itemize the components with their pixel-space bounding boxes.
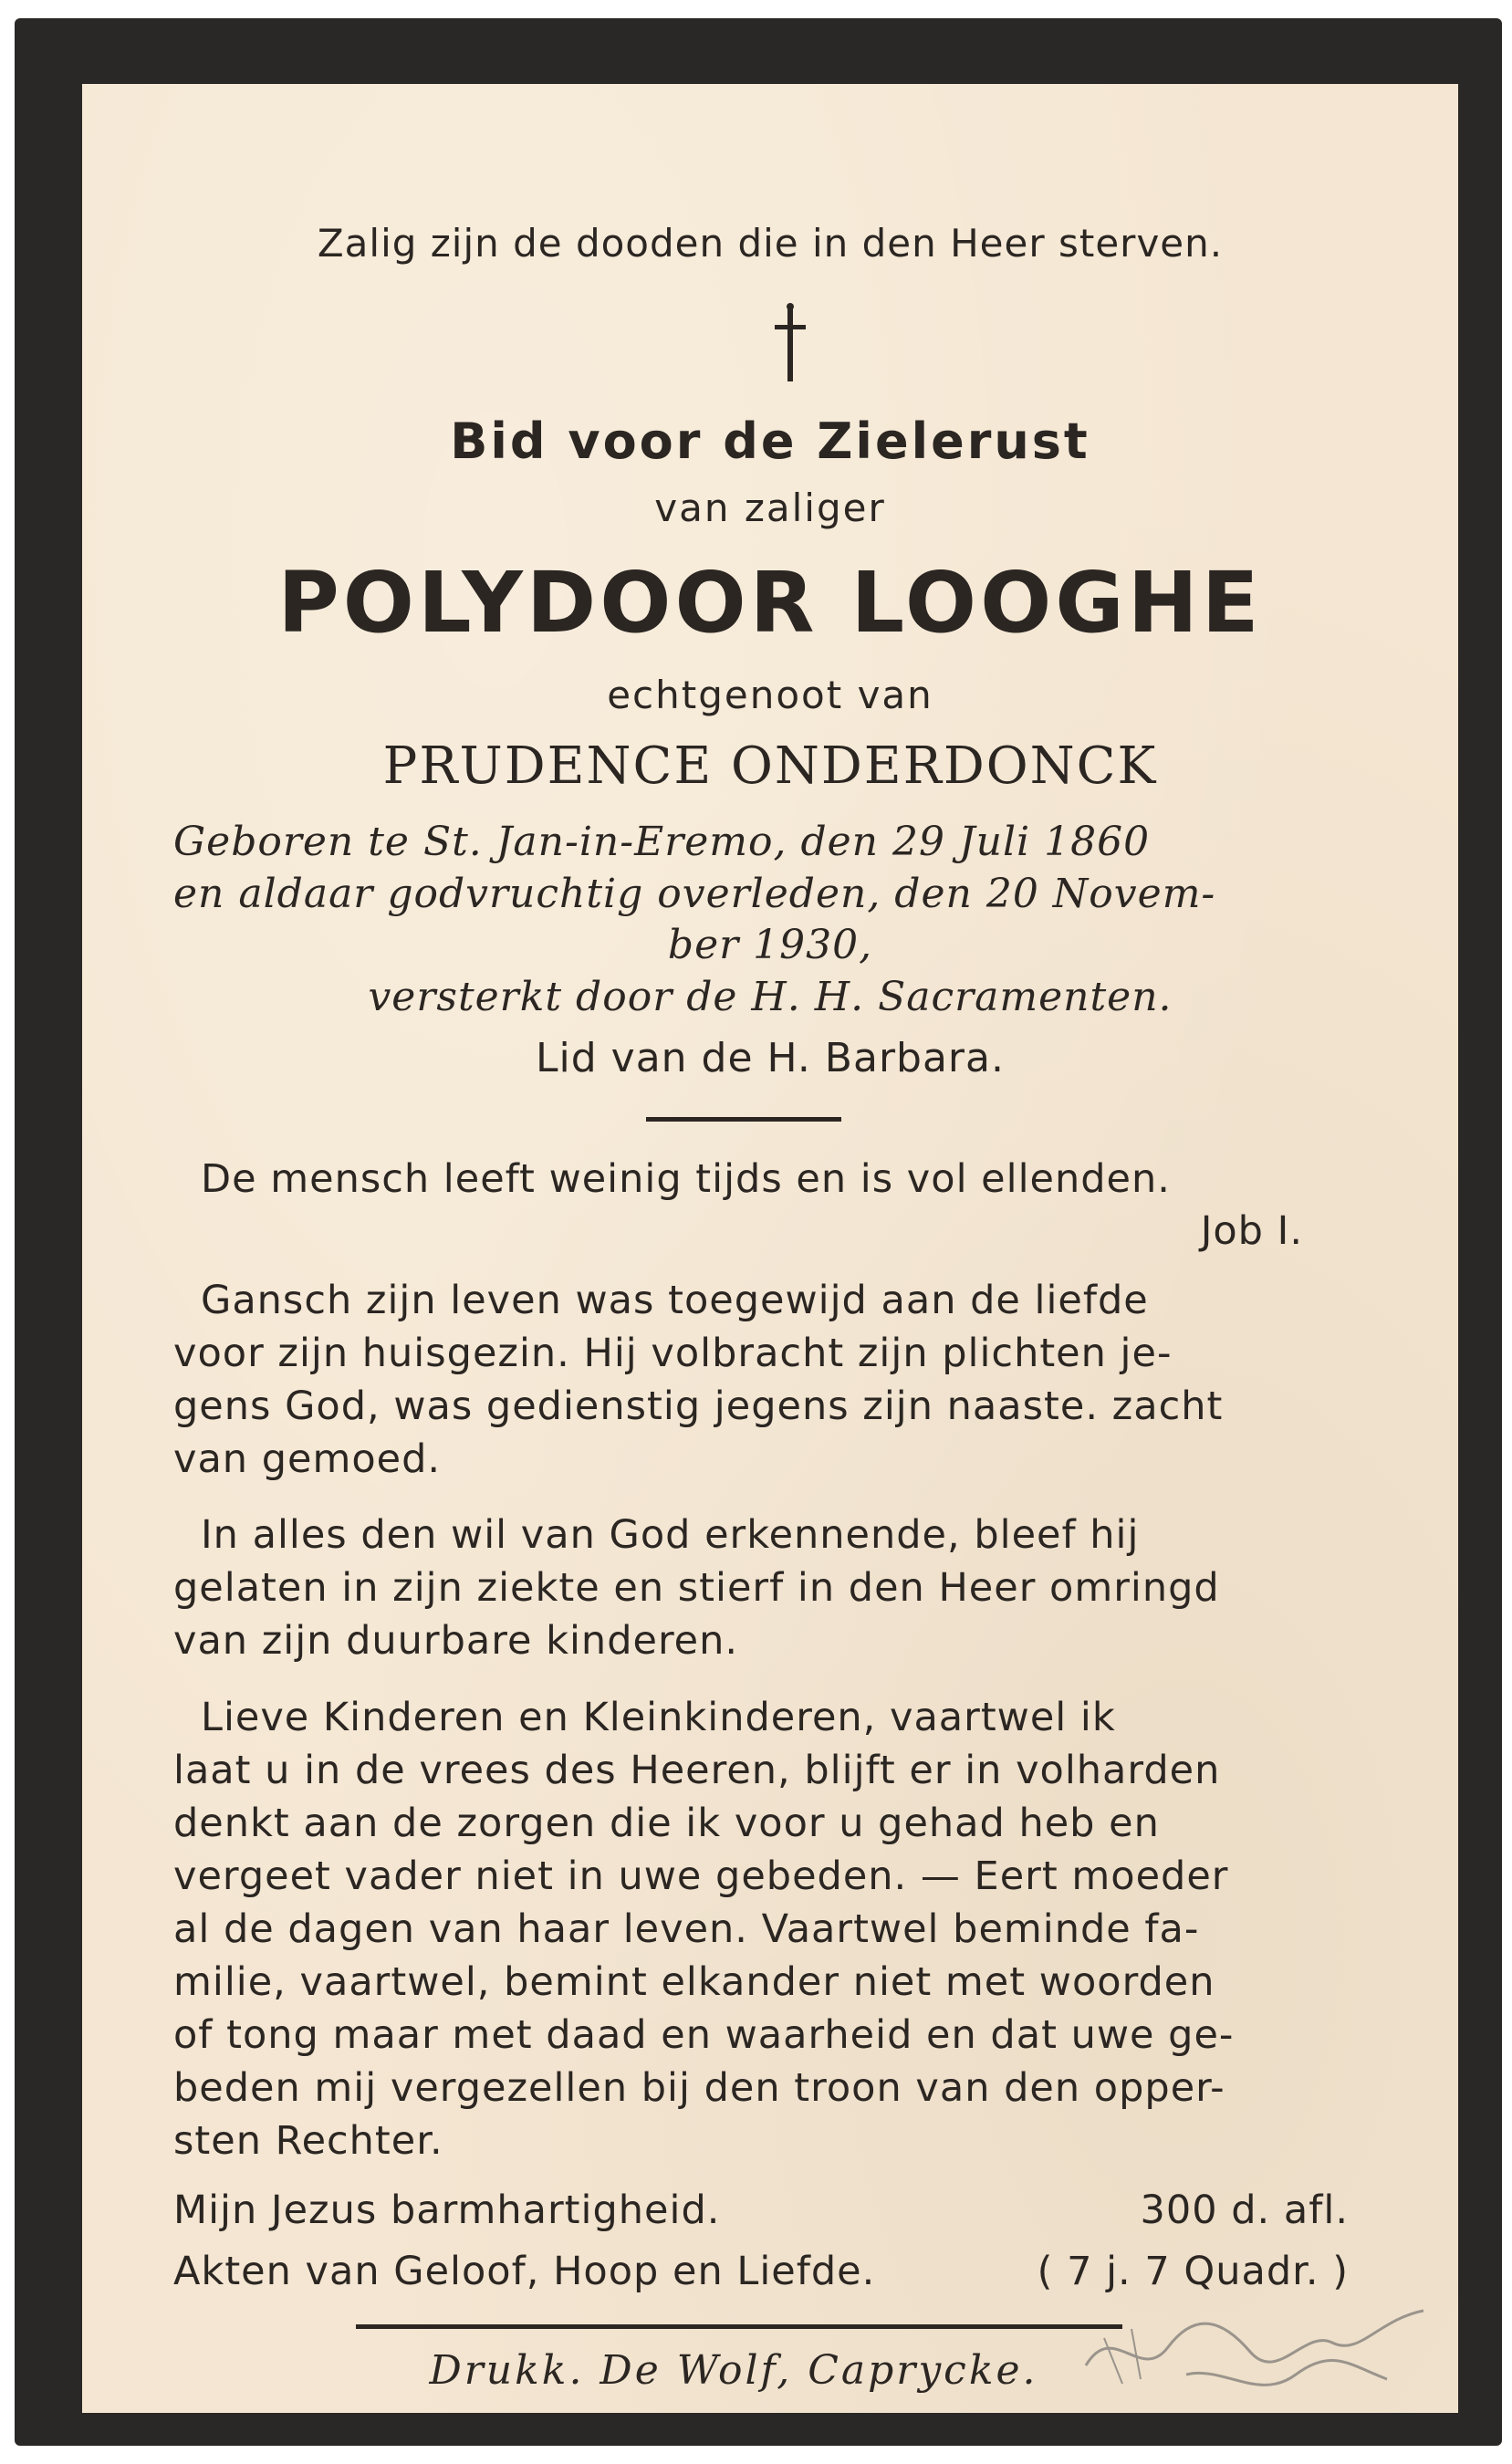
paragraph-2-line-2: gelaten in zijn ziekte en stierf in den Heer omringd xyxy=(173,1565,1220,1611)
scripture-quote: De mensch leeft weinig tijds en is vol ellenden. xyxy=(201,1156,1171,1202)
prayer-heading: Bid voor de Zielerust xyxy=(450,412,1090,470)
paragraph-3-line-8: beden mij vergezellen bij den troon van den opper- xyxy=(173,2065,1225,2111)
van-zaliger: van zaliger xyxy=(654,485,886,530)
spouse-name: PRUDENCE ONDERDONCK xyxy=(382,736,1158,796)
paragraph-1-line-3: gens God, was gedienstig jegens zijn naaste. zacht xyxy=(173,1383,1224,1429)
cross-icon xyxy=(772,303,808,385)
paragraph-2-line-1: In alles den wil van God erkennende, bleef hij xyxy=(201,1512,1140,1558)
member-line: Lid van de H. Barbara. xyxy=(536,1035,1005,1081)
birth-line-2: en aldaar godvruchtig overleden, den 20 Novem- xyxy=(173,871,1216,917)
paragraph-3-line-3: denkt aan de zorgen die ik voor u gehad heb en xyxy=(173,1801,1160,1846)
birth-line-3: ber 1930, xyxy=(667,922,873,968)
paragraph-1-line-1: Gansch zijn leven was toegewijd aan de liefde xyxy=(201,1278,1149,1323)
paragraph-2-line-3: van zijn duurbare kinderen. xyxy=(173,1618,739,1664)
indulgence-prayer-1: Mijn Jezus barmhartigheid. xyxy=(173,2187,721,2233)
pencil-scribble xyxy=(1077,2265,1442,2411)
mourning-card-border xyxy=(15,18,1502,2446)
opening-quote: Zalig zijn de dooden die in den Heer sterven. xyxy=(317,221,1224,266)
indulgence-prayer-2: Akten van Geloof, Hoop en Liefde. xyxy=(173,2249,876,2294)
birth-line-4: versterkt door de H. H. Sacramenten. xyxy=(368,974,1173,1020)
divider xyxy=(646,1117,841,1122)
indulgence-value-1: 300 d. afl. xyxy=(1140,2187,1349,2233)
printer-credit: Drukk. De Wolf, Caprycke. xyxy=(429,2347,1038,2394)
paragraph-3-line-6: milie, vaartwel, bemint elkander niet met woorden xyxy=(173,1959,1215,2005)
indulgence-value-2: ( 7 j. 7 Quadr. ) xyxy=(1037,2249,1349,2294)
paragraph-3-line-1: Lieve Kinderen en Kleinkinderen, vaartwel ik xyxy=(201,1695,1116,1740)
paragraph-3-line-5: al de dagen van haar leven. Vaartwel beminde fa- xyxy=(173,1906,1200,1952)
birth-line-1: Geboren te St. Jan-in-Eremo, den 29 Juli 1860 xyxy=(173,819,1151,865)
scripture-reference: Job I. xyxy=(1200,1208,1303,1254)
spouse-label: echtgenoot van xyxy=(607,673,933,717)
paragraph-3-line-2: laat u in de vrees des Heeren, blijft er in volharden xyxy=(173,1748,1221,1793)
paragraph-3-line-9: sten Rechter. xyxy=(173,2118,443,2164)
paragraph-3-line-4: vergeet vader niet in uwe gebeden. — Eert moeder xyxy=(173,1853,1229,1899)
paragraph-1-line-2: voor zijn huisgezin. Hij volbracht zijn plichten je- xyxy=(173,1331,1173,1376)
deceased-name: POLYDOOR LOOGHE xyxy=(277,554,1263,652)
paragraph-3-line-7: of tong maar met daad en waarheid en dat uwe ge- xyxy=(173,2012,1235,2058)
bottom-divider xyxy=(356,2324,1122,2329)
paragraph-1-line-4: van gemoed. xyxy=(173,1436,442,1482)
memorial-card xyxy=(82,84,1458,2413)
